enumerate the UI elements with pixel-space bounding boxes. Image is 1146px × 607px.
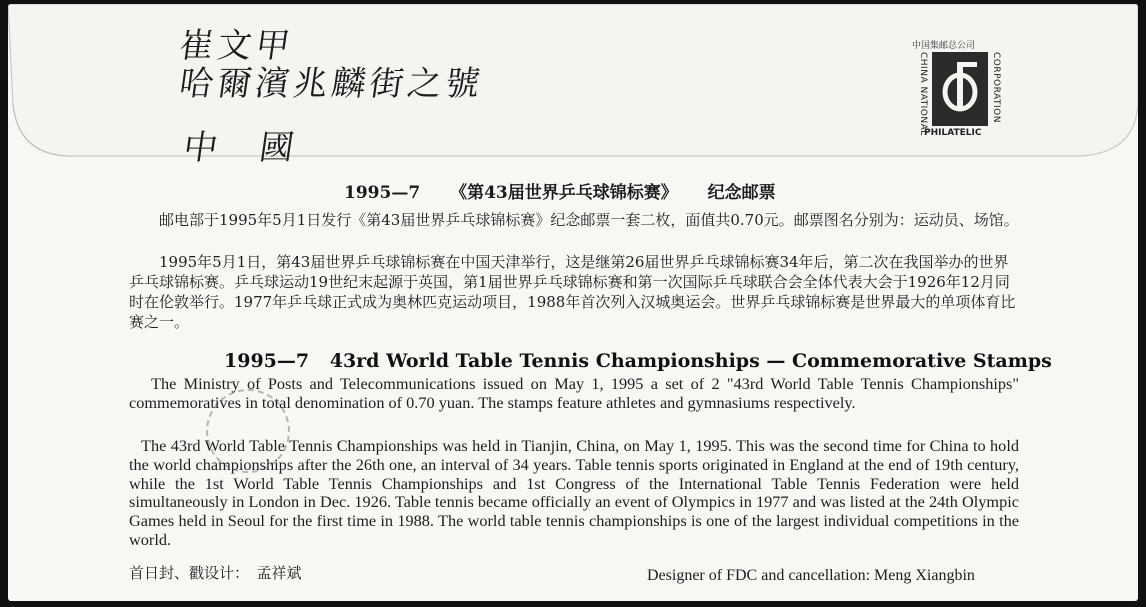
logo-left-text: CHINA NATIONAL [918, 52, 928, 136]
chinese-title-name: 《第43届世界乒乓球锦标赛》 [450, 183, 678, 203]
designer-credit-english: Designer of FDC and cancellation: Meng Xiangbin [647, 567, 975, 584]
english-title-number: 1995—7 [224, 350, 310, 372]
envelope-back [8, 4, 1138, 601]
english-paragraph-2: The 43rd World Table Tennis Championships was held in Tianjin, China, on May 1, 1995. This was the second time for China to hold the world championships after the 26th one, an interval of 34 years. Table tennis sports originated in England at the end of 19th century, while the 1st World Table Tennis Championships and 1st Congress of the International Table Tennis Federation were held simultaneously in London in Dec. 1926. Table tennis became officially an event of Olympics in 1977 and was listed at the 24th Olympic Games held in Seoul for the first time in 1988. The world table tennis championships is one of the largest individual competitions in the world. [129, 436, 1019, 549]
address-line-1: 崔文甲 [176, 26, 297, 66]
chinese-title-suffix: 纪念邮票 [707, 183, 776, 203]
philatelic-corporation-logo [912, 38, 1012, 148]
chinese-paragraph-1: 邮电部于1995年5月1日发行《第43届世界乒乓球锦标赛》纪念邮票一套二枚，面值共0.70元。邮票图名分别为：运动员、场馆。 [159, 211, 1019, 229]
designer-credit-chinese: 首日封、戳设计： 孟祥斌 [129, 564, 302, 582]
logo-bottom-text: PHILATELIC [924, 128, 982, 138]
faint-postmark [206, 389, 290, 473]
logo-chinese-text: 中国集邮总公司 [912, 41, 976, 51]
logo-right-text: CORPORATION [991, 52, 1001, 123]
chinese-title-number: 1995—7 [344, 183, 421, 203]
english-title-name: 43rd World Table Tennis Championships — Commemorative Stamps [329, 350, 1052, 372]
english-paragraph-1: The Ministry of Posts and Telecommunications issued on May 1, 1995 a set of 2 "43rd World Table Tennis Championships" commemoratives in total denomination of 0.70 yuan. The stamps feature athletes and gymnasiums respectively. [129, 374, 1019, 412]
english-title [224, 350, 1066, 372]
address-line-3: 中 國 [180, 128, 301, 168]
chinese-paragraph-2: 1995年5月1日，第43届世界乒乓球锦标赛在中国天津举行，这是继第26届世界乒乓球锦标赛34年后，第二次在我国举办的世界乒乓球锦标赛。乒乓球运动19世纪末起源于英国，第1届世界乒乓球锦标赛和第一次国际乒乓球联合会全体代表大会于1926年12月同时在伦敦举行。1977年乒乓球正式成为奥林匹克运动项目，1988年首次列入汉城奥运会。世界乒乓球锦标赛是世界最大的单项体育比赛之一。 [129, 253, 1016, 331]
address-line-2: 哈爾濱兆麟街之號 [176, 64, 487, 104]
logo-mark-icon [932, 52, 988, 126]
chinese-title [344, 178, 800, 203]
